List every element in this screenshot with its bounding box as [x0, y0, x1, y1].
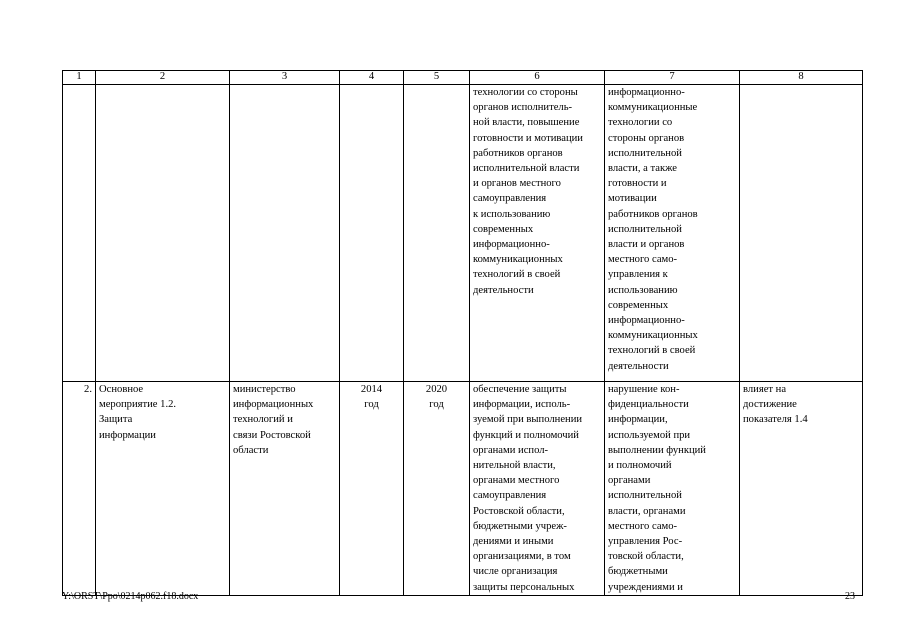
column-number-3: 3: [230, 71, 340, 85]
column-number-8: 8: [740, 71, 863, 85]
column-number-1: 1: [63, 71, 96, 85]
row2-end-cell: 2020 год: [404, 382, 470, 596]
column-number-6: 6: [470, 71, 605, 85]
table-row-continuation: [63, 85, 863, 382]
column-number-2: 2: [96, 71, 230, 85]
row2-start-cell: 2014 год: [340, 382, 404, 596]
column-number-7: 7: [605, 71, 740, 85]
column-number-row: [63, 71, 863, 85]
column-number-5: 5: [404, 71, 470, 85]
row1-result-cell: технологии со стороны органов исполнитель- ной власти, повышение готовности и мотивации работников органов исполнительной власти и органов местного самоуправления к использованию современных информационно- коммуникационных технологий в своей деятельности: [470, 85, 605, 382]
row1-link-cell: [740, 85, 863, 382]
row1-activity-cell: [96, 85, 230, 382]
document-table: [62, 70, 863, 596]
row2-executor-cell: министерство информационных технологий и связи Ростовской области: [230, 382, 340, 596]
row2-activity-cell: Основное мероприятие 1.2. Защита информации: [96, 382, 230, 596]
row1-end-cell: [404, 85, 470, 382]
row2-number-cell: 2.: [63, 382, 96, 596]
row1-consequence-cell: информационно- коммуникационные технологии со стороны органов исполнительной власти, а также готовности и мотивации работников органов исполнительной власти и органов местного само- управления к использованию современных информационно- коммуникационных технологий в своей деятельности: [605, 85, 740, 382]
row1-executor-cell: [230, 85, 340, 382]
footer-file-path: Y:\ORST\Ppo\0214p062.f18.docx: [62, 591, 199, 602]
table-row-2: [63, 382, 863, 596]
row2-consequence-cell: нарушение кон- фиденциальности информации, используемой при выполнении функций и полномочий органами исполнительной власти, органами местного само- управления Рос- товской области, бюджетными учреждениями и: [605, 382, 740, 596]
page-number: 23: [845, 591, 855, 602]
row1-number-cell: [63, 85, 96, 382]
row1-start-cell: [340, 85, 404, 382]
row2-link-cell: влияет на достижение показателя 1.4: [740, 382, 863, 596]
row2-result-cell: обеспечение защиты информации, исполь- зуемой при выполнении функций и полномочий органами испол- нительной власти, органами местного самоуправления Ростовской области, бюджетными учреж- дениями и иными организациями, в том числе организация защиты персональных: [470, 382, 605, 596]
column-number-4: 4: [340, 71, 404, 85]
